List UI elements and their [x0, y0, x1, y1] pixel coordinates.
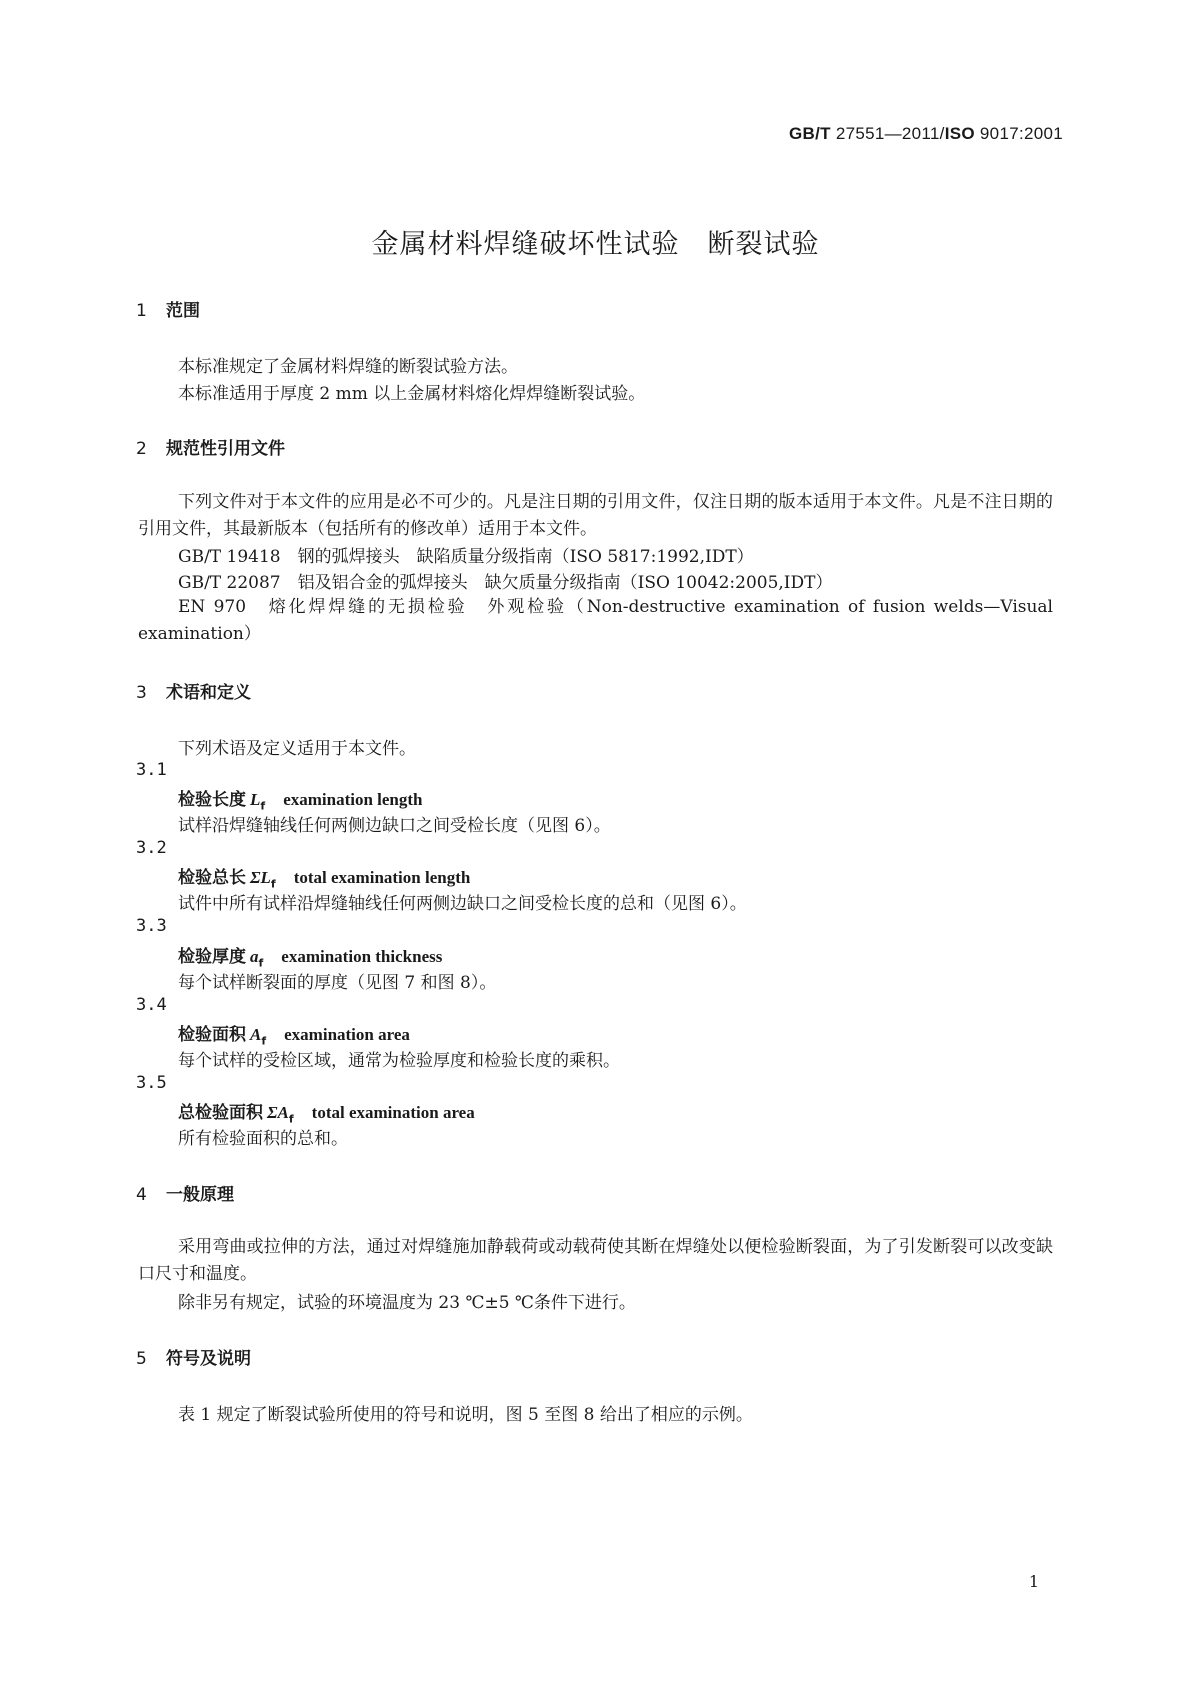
term-heading: 检验总长 $\Sigma L_f$ total examination length	[178, 868, 471, 891]
term-heading: 检验面积 $A_f$ examination area	[178, 1025, 410, 1048]
normative-reference-2: GB/T 22087 铝及铝合金的弧焊接头 缺欠质量分级指南（ISO 10042:2005,IDT）	[178, 573, 833, 593]
section-4-para-2: 除非另有规定，试验的环境温度为 23 ℃±5 ℃条件下进行。	[178, 1293, 636, 1313]
term-definition: 每个试样断裂面的厚度（见图 7 和图 8）。	[178, 973, 497, 993]
section-1-para-2: 本标准适用于厚度 2 mm 以上金属材料熔化焊焊缝断裂试验。	[178, 384, 646, 404]
term-number: 3.5	[136, 1073, 167, 1093]
term-definition: 试件中所有试样沿焊缝轴线任何两侧边缺口之间受检长度的总和（见图 6）。	[178, 894, 747, 914]
section-1-heading: 1 范围	[136, 301, 200, 321]
document-title: 金属材料焊缝破坏性试验 断裂试验	[371, 229, 820, 260]
page-number: 1	[1028, 1572, 1039, 1591]
section-4-para-1: 采用弯曲或拉伸的方法，通过对焊缝施加静载荷或动载荷使其断在焊缝处以便检验断裂面，为了引发断裂可以改变缺口尺寸和温度。	[138, 1237, 1053, 1284]
section-5-para-1: 表 1 规定了断裂试验所使用的符号和说明，图 5 至图 8 给出了相应的示例。	[178, 1405, 753, 1425]
section-3-intro: 下列术语及定义适用于本文件。	[178, 739, 416, 759]
term-number: 3.2	[136, 838, 167, 858]
section-1-para-1: 本标准规定了金属材料焊缝的断裂试验方法。	[178, 357, 518, 377]
term-heading: 检验厚度 $a_f$ examination thickness	[178, 947, 443, 970]
term-definition: 试样沿焊缝轴线任何两侧边缺口之间受检长度（见图 6）。	[178, 816, 611, 836]
normative-reference-1: GB/T 19418 钢的弧焊接头 缺陷质量分级指南（ISO 5817:1992,IDT）	[178, 547, 754, 567]
term-heading: 检验长度 $L_f$ examination length	[178, 790, 423, 813]
section-5-heading: 5 符号及说明	[136, 1349, 251, 1369]
term-number: 3.3	[136, 916, 167, 936]
section-4-heading: 4 一般原理	[136, 1185, 234, 1205]
term-number: 3.1	[136, 760, 167, 780]
term-number: 3.4	[136, 995, 167, 1015]
standard-number: GB/T 27551—2011/ISO 9017:2001	[789, 124, 1063, 143]
term-definition: 每个试样的受检区域，通常为检验厚度和检验长度的乘积。	[178, 1051, 620, 1071]
normative-reference-3: EN 970 熔化焊焊缝的无损检验 外观检验（Non-destructive examination of fusion welds—Visual examination）	[138, 597, 1053, 644]
term-definition: 所有检验面积的总和。	[178, 1129, 348, 1149]
term-heading: 总检验面积 $\Sigma A_f$ total examination area	[178, 1103, 475, 1126]
section-3-heading: 3 术语和定义	[136, 683, 251, 703]
section-2-heading: 2 规范性引用文件	[136, 439, 285, 459]
section-2-para-1: 下列文件对于本文件的应用是必不可少的。凡是注日期的引用文件，仅注日期的版本适用于本文件。凡是不注日期的引用文件，其最新版本（包括所有的修改单）适用于本文件。	[138, 492, 1053, 539]
